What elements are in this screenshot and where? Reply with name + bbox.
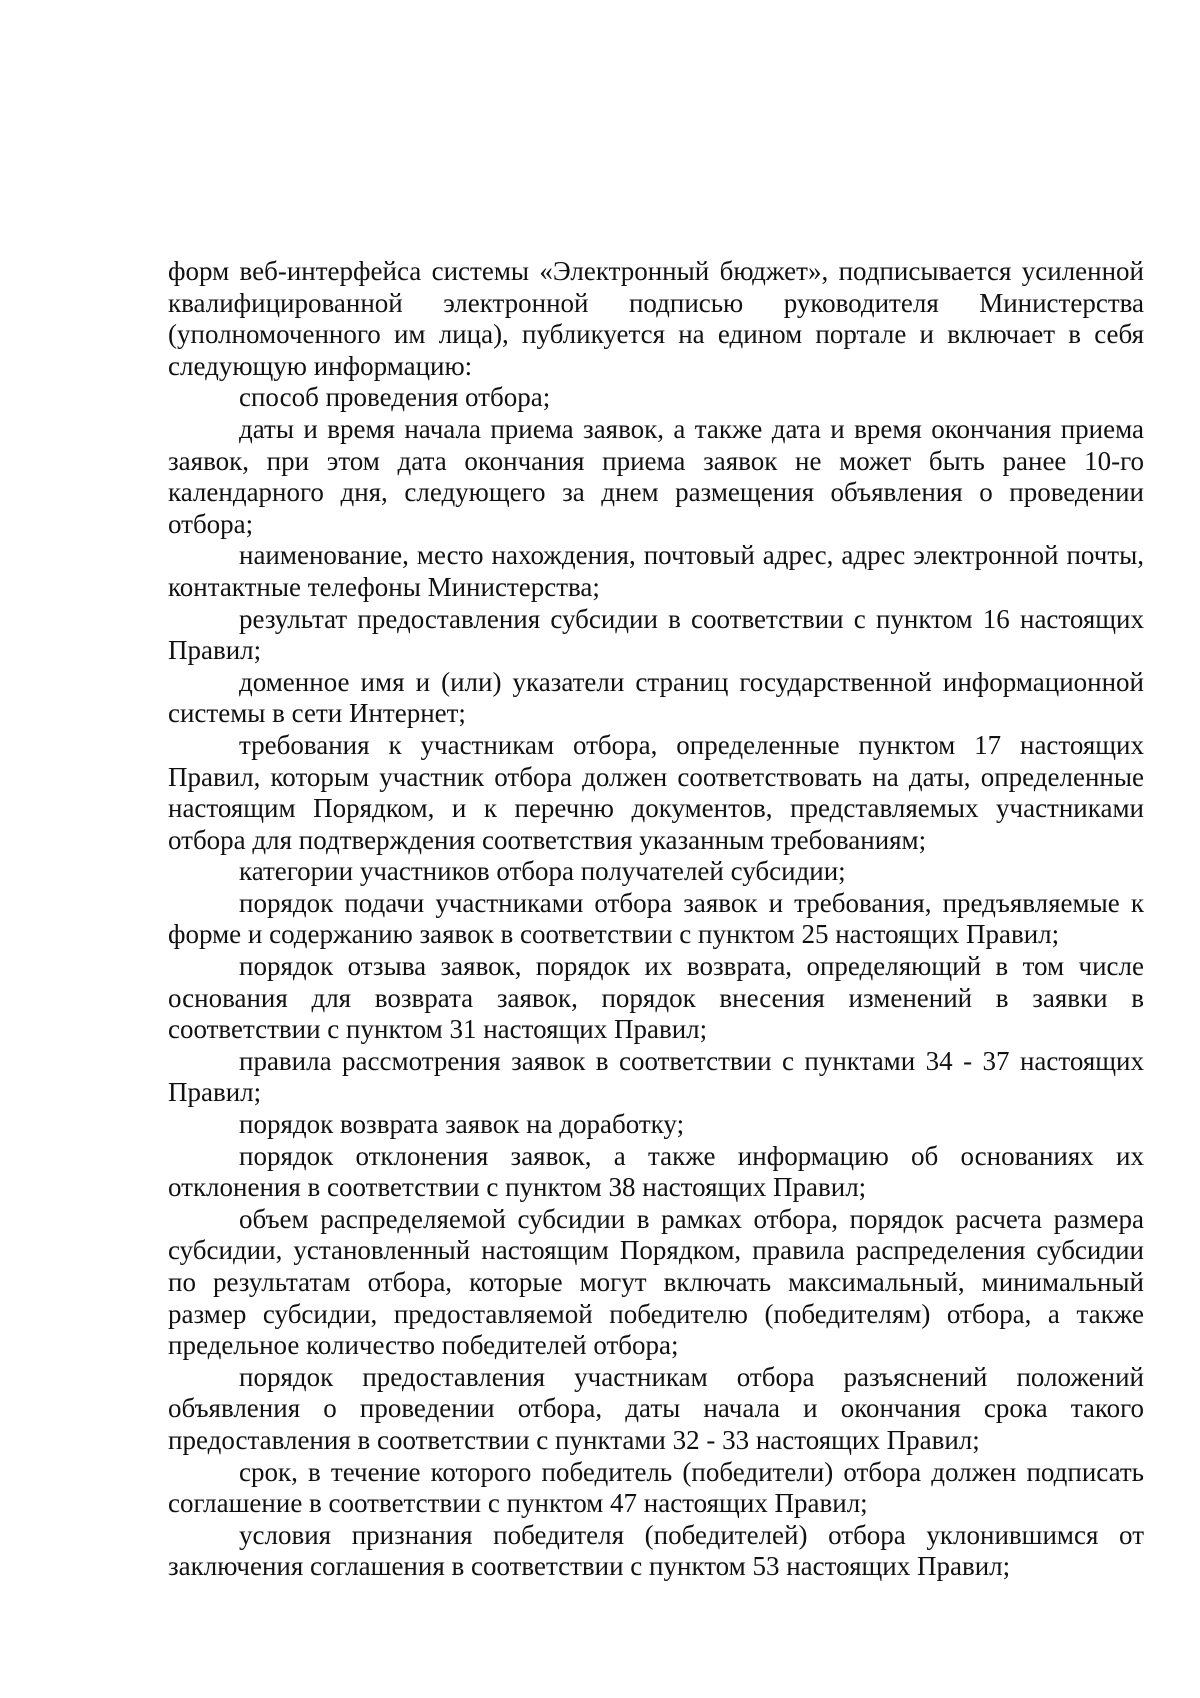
list-item-subsidy-result: результат предоставления субсидии в соответствии с пунктом 16 настоящих Правил; xyxy=(168,603,1144,666)
list-item-return-for-revision: порядок возврата заявок на доработку; xyxy=(239,1109,685,1140)
list-item-participant-requirements: требования к участникам отбора, определенные пунктом 17 настоящих Правил, которым участник отбора должен соответствовать на даты, определенные настоящим Порядком, и к перечню документов, представляемых участниками отбора для подтверждения соответствия указанным требованиям; xyxy=(168,729,1144,855)
list-item-subsidy-volume: объем распределяемой субсидии в рамках отбора, порядок расчета размера субсидии, установленный настоящим Порядком, правила распределения субсидии по результатам отбора, которые могут включать максимальный, минимальный размер субсидии, предоставляемой победителю (победителям) отбора, а также предельное количество победителей отбора; xyxy=(168,1203,1144,1361)
list-item-evasion-conditions: условия признания победителя (победителей) отбора уклонившимся от заключения соглашения в соответствии с пунктом 53 настоящих Правил; xyxy=(168,1519,1144,1582)
list-item-domain-name: доменное имя и (или) указатели страниц государственной информационной системы в сети Интернет; xyxy=(168,666,1144,729)
list-item-ministry-contacts: наименование, место нахождения, почтовый адрес, адрес электронной почты, контактные телефоны Министерства; xyxy=(168,540,1144,602)
list-item-participant-categories: категории участников отбора получателей субсидии; xyxy=(239,856,846,887)
list-item-selection-method: способ проведения отбора; xyxy=(239,382,551,413)
list-item-signing-deadline: срок, в течение которого победитель (победители) отбора должен подписать соглашение в соответствии с пунктом 47 настоящих Правил; xyxy=(168,1456,1144,1519)
list-item-review-rules: правила рассмотрения заявок в соответствии с пунктами 34 - 37 настоящих Правил; xyxy=(168,1045,1144,1108)
list-item-rejection-procedure: порядок отклонения заявок, а также информацию об основаниях их отклонения в соответствии с пунктом 38 настоящих Правил; xyxy=(168,1140,1144,1203)
list-item-application-dates: даты и время начала приема заявок, а также дата и время окончания приема заявок, при этом дата окончания приема заявок не может быть ранее 10-го календарного дня, следующего за днем размещения объявления о проведении отбора; xyxy=(168,413,1144,539)
paragraph-intro: форм веб-интерфейса системы «Электронный бюджет», подписывается усиленной квалифицированной электронной подписью руководителя Министерства (уполномоченного им лица), публикуется на едином портале и включает в себя следующую информацию: xyxy=(168,256,1144,381)
list-item-withdrawal-procedure: порядок отзыва заявок, порядок их возврата, определяющий в том числе основания для возврата заявок, порядок внесения изменений в заявки в соответствии с пунктом 31 настоящих Правил; xyxy=(168,951,1144,1045)
list-item-clarifications: порядок предоставления участникам отбора разъяснений положений объявления о проведении отбора, даты начала и окончания срока такого предоставления в соответствии с пунктами 32 - 33 настоящих Правил; xyxy=(168,1361,1144,1455)
list-item-submission-procedure: порядок подачи участниками отбора заявок и требования, предъявляемые к форме и содержанию заявок в соответствии с пунктом 25 настоящих Правил; xyxy=(168,887,1144,950)
document-page xyxy=(168,256,1144,1583)
